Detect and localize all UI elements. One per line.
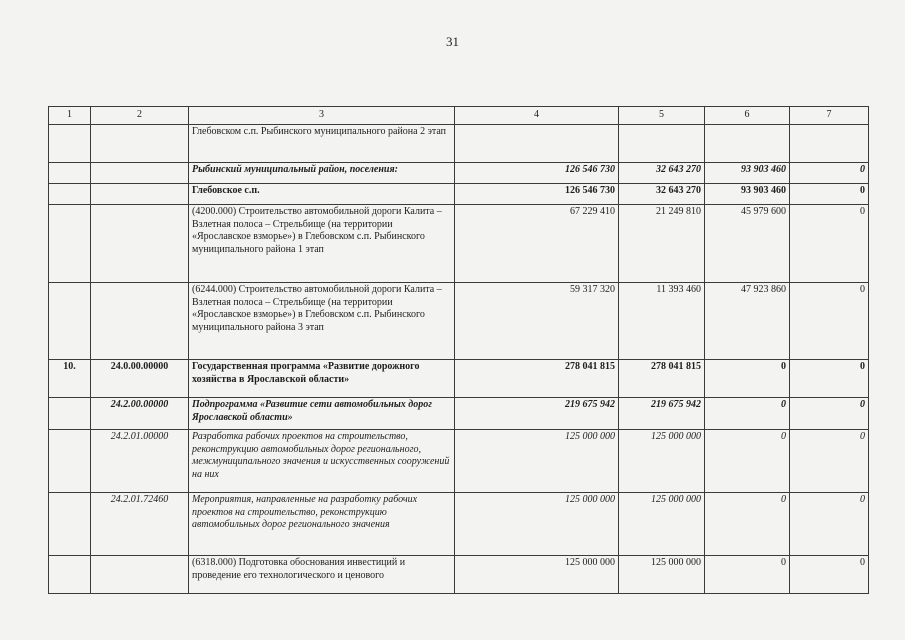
amount-col7-cell: 0 <box>790 430 869 493</box>
amount-col5-cell: 125 000 000 <box>619 556 705 594</box>
table-row <box>49 556 869 594</box>
amount-col5-cell <box>619 125 705 163</box>
total-amount-cell: 125 000 000 <box>455 430 619 493</box>
total-amount-cell: 126 546 730 <box>455 184 619 205</box>
table-row <box>49 360 869 398</box>
item-name-cell: Глебовском с.п. Рыбинского муниципального района 2 этап <box>189 125 455 163</box>
total-amount-cell: 125 000 000 <box>455 493 619 556</box>
page-number: 31 <box>446 34 459 49</box>
table-row <box>49 398 869 430</box>
row-number-cell <box>49 398 91 430</box>
amount-col7-cell: 0 <box>790 556 869 594</box>
table-row <box>49 163 869 184</box>
amount-col5-cell: 32 643 270 <box>619 184 705 205</box>
table-row <box>49 430 869 493</box>
table-row <box>49 205 869 283</box>
amount-col5-cell: 11 393 460 <box>619 283 705 360</box>
amount-col6-cell: 0 <box>705 556 790 594</box>
amount-col6-cell <box>705 125 790 163</box>
total-amount-cell: 125 000 000 <box>455 556 619 594</box>
amount-col7-cell: 0 <box>790 184 869 205</box>
budget-code-cell: 24.0.00.00000 <box>91 360 189 398</box>
amount-col5-cell: 125 000 000 <box>619 430 705 493</box>
amount-col5-cell: 32 643 270 <box>619 163 705 184</box>
column-header-6: 6 <box>705 107 790 125</box>
amount-col7-cell: 0 <box>790 398 869 430</box>
amount-col6-cell: 47 923 860 <box>705 283 790 360</box>
budget-code-cell: 24.2.01.00000 <box>91 430 189 493</box>
amount-col7-cell: 0 <box>790 360 869 398</box>
amount-col7-cell: 0 <box>790 163 869 184</box>
item-name-cell: Разработка рабочих проектов на строительство, реконструкцию автомобильных дорог регионального, межмуниципального значения и искусственных сооружений на них <box>189 430 455 493</box>
row-number-cell <box>49 163 91 184</box>
amount-col6-cell: 0 <box>705 398 790 430</box>
amount-col6-cell: 93 903 460 <box>705 184 790 205</box>
budget-code-cell: 24.2.00.00000 <box>91 398 189 430</box>
item-name-cell: Государственная программа «Развитие дорожного хозяйства в Ярославской области» <box>189 360 455 398</box>
row-number-cell <box>49 493 91 556</box>
total-amount-cell: 126 546 730 <box>455 163 619 184</box>
row-number-cell <box>49 556 91 594</box>
row-number-cell <box>49 125 91 163</box>
amount-col5-cell: 125 000 000 <box>619 493 705 556</box>
total-amount-cell <box>455 125 619 163</box>
table-row <box>49 493 869 556</box>
table-row <box>49 125 869 163</box>
budget-table <box>48 106 869 594</box>
row-number-cell <box>49 205 91 283</box>
total-amount-cell: 59 317 320 <box>455 283 619 360</box>
amount-col6-cell: 0 <box>705 360 790 398</box>
item-name-cell: Подпрограмма «Развитие сети автомобильных дорог Ярославской области» <box>189 398 455 430</box>
amount-col6-cell: 0 <box>705 430 790 493</box>
amount-col5-cell: 219 675 942 <box>619 398 705 430</box>
total-amount-cell: 219 675 942 <box>455 398 619 430</box>
amount-col7-cell: 0 <box>790 283 869 360</box>
budget-code-cell <box>91 184 189 205</box>
total-amount-cell: 67 229 410 <box>455 205 619 283</box>
budget-code-cell <box>91 283 189 360</box>
column-header-4: 4 <box>455 107 619 125</box>
item-name-cell: Мероприятия, направленные на разработку рабочих проектов на строительство, реконструкцию автомобильных дорог регионального значения <box>189 493 455 556</box>
row-number-cell <box>49 184 91 205</box>
budget-code-cell <box>91 163 189 184</box>
item-name-cell: (4200.000) Строительство автомобильной дороги Калита – Взлетная полоса – Стрельбище (на территории «Ярославское взморье») в Глебовском с.п. Рыбинского муниципального района 1 этап <box>189 205 455 283</box>
column-header-2: 2 <box>91 107 189 125</box>
amount-col6-cell: 93 903 460 <box>705 163 790 184</box>
item-name-cell: (6318.000) Подготовка обоснования инвестиций и проведение его технологического и ценового <box>189 556 455 594</box>
item-name-cell: Рыбинский муниципальный район, поселения: <box>189 163 455 184</box>
amount-col5-cell: 21 249 810 <box>619 205 705 283</box>
table-row <box>49 184 869 205</box>
row-number-cell: 10. <box>49 360 91 398</box>
amount-col5-cell: 278 041 815 <box>619 360 705 398</box>
row-number-cell <box>49 283 91 360</box>
amount-col7-cell: 0 <box>790 493 869 556</box>
amount-col6-cell: 0 <box>705 493 790 556</box>
amount-col7-cell <box>790 125 869 163</box>
column-header-1: 1 <box>49 107 91 125</box>
amount-col6-cell: 45 979 600 <box>705 205 790 283</box>
total-amount-cell: 278 041 815 <box>455 360 619 398</box>
column-header-5: 5 <box>619 107 705 125</box>
budget-code-cell: 24.2.01.72460 <box>91 493 189 556</box>
column-header-3: 3 <box>189 107 455 125</box>
table-header-row <box>49 107 869 125</box>
amount-col7-cell: 0 <box>790 205 869 283</box>
column-header-7: 7 <box>790 107 869 125</box>
item-name-cell: (6244.000) Строительство автомобильной дороги Калита – Взлетная полоса – Стрельбище (на территории «Ярославское взморье») в Глебовском с.п. Рыбинского муниципального района 3 этап <box>189 283 455 360</box>
item-name-cell: Глебовское с.п. <box>189 184 455 205</box>
budget-code-cell <box>91 205 189 283</box>
table-row <box>49 283 869 360</box>
budget-code-cell <box>91 125 189 163</box>
row-number-cell <box>49 430 91 493</box>
budget-code-cell <box>91 556 189 594</box>
